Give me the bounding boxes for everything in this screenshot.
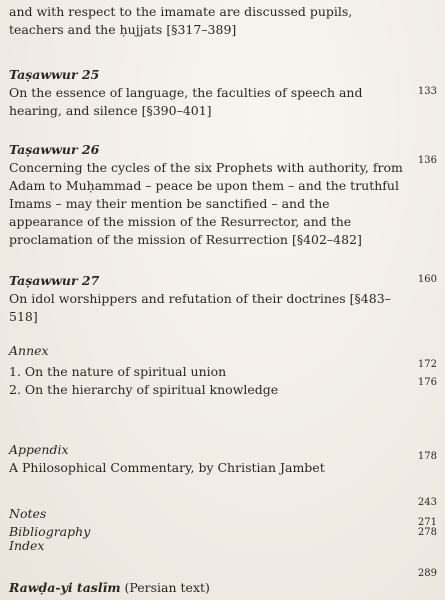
annex-section [9, 342, 437, 399]
annex-item-text: 2. On the hierarchy of spiritual knowledge [9, 382, 279, 397]
persian-suffix: (Persian text) [120, 580, 210, 595]
backmatter-label: Notes [9, 506, 47, 521]
backmatter-section [9, 497, 437, 557]
entry-heading: Taṣawwur 27 [9, 273, 100, 288]
annex-item [9, 377, 437, 399]
entry-description: On idol worshippers and refutation of their doctrines [§483–518] [9, 291, 391, 324]
continuation-text: and with respect to the imamate are discussed pupils, teachers and the ḥujjats [§317–389] [9, 4, 353, 37]
page-number: 271 [417, 517, 437, 528]
backmatter-item [9, 517, 437, 539]
page-number: 172 [417, 359, 437, 370]
page-number: 176 [417, 377, 437, 388]
toc-entry-tasawwur-25 [9, 66, 437, 120]
appendix-section [9, 441, 437, 477]
entry-heading: Taṣawwur 26 [9, 142, 100, 157]
entry-description: Concerning the cycles of the six Prophets with authority, from Adam to Muḥammad – peace be upon them – and the truthful Imams – may their mention be sanctified – and the appearance of the mission of the Resurrector, and the proclamation of the mission of Resurrection [§402–482] [9, 160, 403, 247]
persian-text-entry [9, 568, 437, 597]
entry-heading: Taṣawwur 25 [9, 67, 100, 82]
appendix-heading: Appendix [9, 442, 69, 457]
page-number: 289 [417, 568, 437, 579]
appendix-description: A Philosophical Commentary, by Christian Jambet [9, 460, 325, 475]
backmatter-item [9, 497, 437, 521]
page-number: 160 [417, 274, 437, 285]
annex-item-text: 1. On the nature of spiritual union [9, 364, 227, 379]
toc-entry-tasawwur-26 [9, 141, 437, 249]
page-number: 178 [417, 451, 437, 462]
annex-heading: Annex [9, 343, 49, 358]
persian-title: Rawḍa-yi taslīm [9, 580, 121, 595]
page-number: 136 [417, 155, 437, 166]
toc-entry-tasawwur-27 [9, 272, 437, 326]
backmatter-label: Bibliography [9, 524, 91, 539]
backmatter-label: Index [9, 538, 45, 553]
page-number: 243 [417, 497, 437, 508]
page-number: 133 [417, 86, 437, 97]
page-number: 278 [417, 527, 437, 538]
annex-item [9, 359, 437, 381]
entry-description: On the essence of language, the faculties of speech and hearing, and silence [§390–401] [9, 85, 363, 118]
